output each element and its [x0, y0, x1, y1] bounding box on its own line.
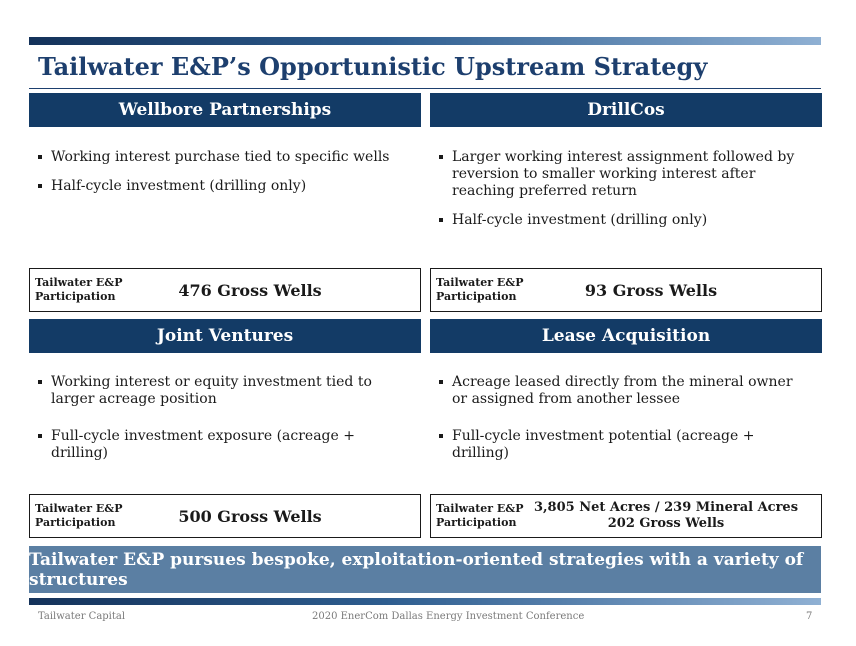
- participation-value: [531, 495, 801, 537]
- bullet-item: Larger working interest assignment followed by reversion to smaller working interest after reaching preferred return: [439, 149, 809, 200]
- participation-box-wellbore: [29, 268, 421, 312]
- bullet-item: Working interest or equity investment tied to larger acreage position: [38, 374, 408, 408]
- bullet-item: Working interest purchase tied to specific wells: [38, 149, 413, 166]
- participation-box-drillcos: [430, 268, 822, 312]
- drillcos-bullets: [439, 149, 809, 229]
- joint-ventures-bullets: [38, 374, 408, 462]
- lease-acquisition-bullets: [439, 374, 809, 462]
- section-header-drillcos: DrillCos: [430, 93, 822, 127]
- footer-conference: 2020 EnerCom Dallas Energy Investment Conference: [312, 611, 585, 622]
- participation-box-joint-ventures: [29, 494, 421, 538]
- summary-banner: Tailwater E&P pursues bespoke, exploitation-oriented strategies with a variety of structures: [29, 546, 821, 593]
- top-accent-bar: [29, 37, 821, 45]
- wellbore-partnerships-bullets: [38, 149, 413, 195]
- bullet-item: Half-cycle investment (drilling only): [439, 212, 809, 229]
- participation-box-lease-acquisition: [430, 494, 822, 538]
- participation-value: 476 Gross Wells: [178, 280, 322, 300]
- bullet-item: Full-cycle investment potential (acreage + drilling): [439, 428, 809, 462]
- footer-company: Tailwater Capital: [38, 611, 126, 622]
- section-header-wellbore-partnerships: Wellbore Partnerships: [29, 93, 421, 127]
- section-header-joint-ventures: Joint Ventures: [29, 319, 421, 353]
- page-title: Tailwater E&P’s Opportunistic Upstream Strategy: [38, 52, 708, 81]
- participation-value: 93 Gross Wells: [584, 280, 718, 300]
- page-number: 7: [806, 611, 813, 622]
- bullet-item: Acreage leased directly from the mineral owner or assigned from another lessee: [439, 374, 809, 408]
- bullet-item: Half-cycle investment (drilling only): [38, 178, 413, 195]
- participation-value: 500 Gross Wells: [178, 506, 322, 526]
- participation-label: Tailwater E&P Participation: [35, 502, 123, 529]
- title-divider: [29, 88, 821, 89]
- participation-label: Tailwater E&P Participation: [436, 502, 524, 529]
- participation-value-acres: 3,805 Net Acres / 239 Mineral Acres: [533, 500, 799, 515]
- bullet-item: Full-cycle investment exposure (acreage + drilling): [38, 428, 408, 462]
- participation-label: Tailwater E&P Participation: [436, 276, 524, 303]
- bottom-accent-bar: [29, 598, 821, 605]
- participation-label: Tailwater E&P Participation: [35, 276, 123, 303]
- participation-value-wells: 202 Gross Wells: [607, 516, 725, 531]
- section-header-lease-acquisition: Lease Acquisition: [430, 319, 822, 353]
